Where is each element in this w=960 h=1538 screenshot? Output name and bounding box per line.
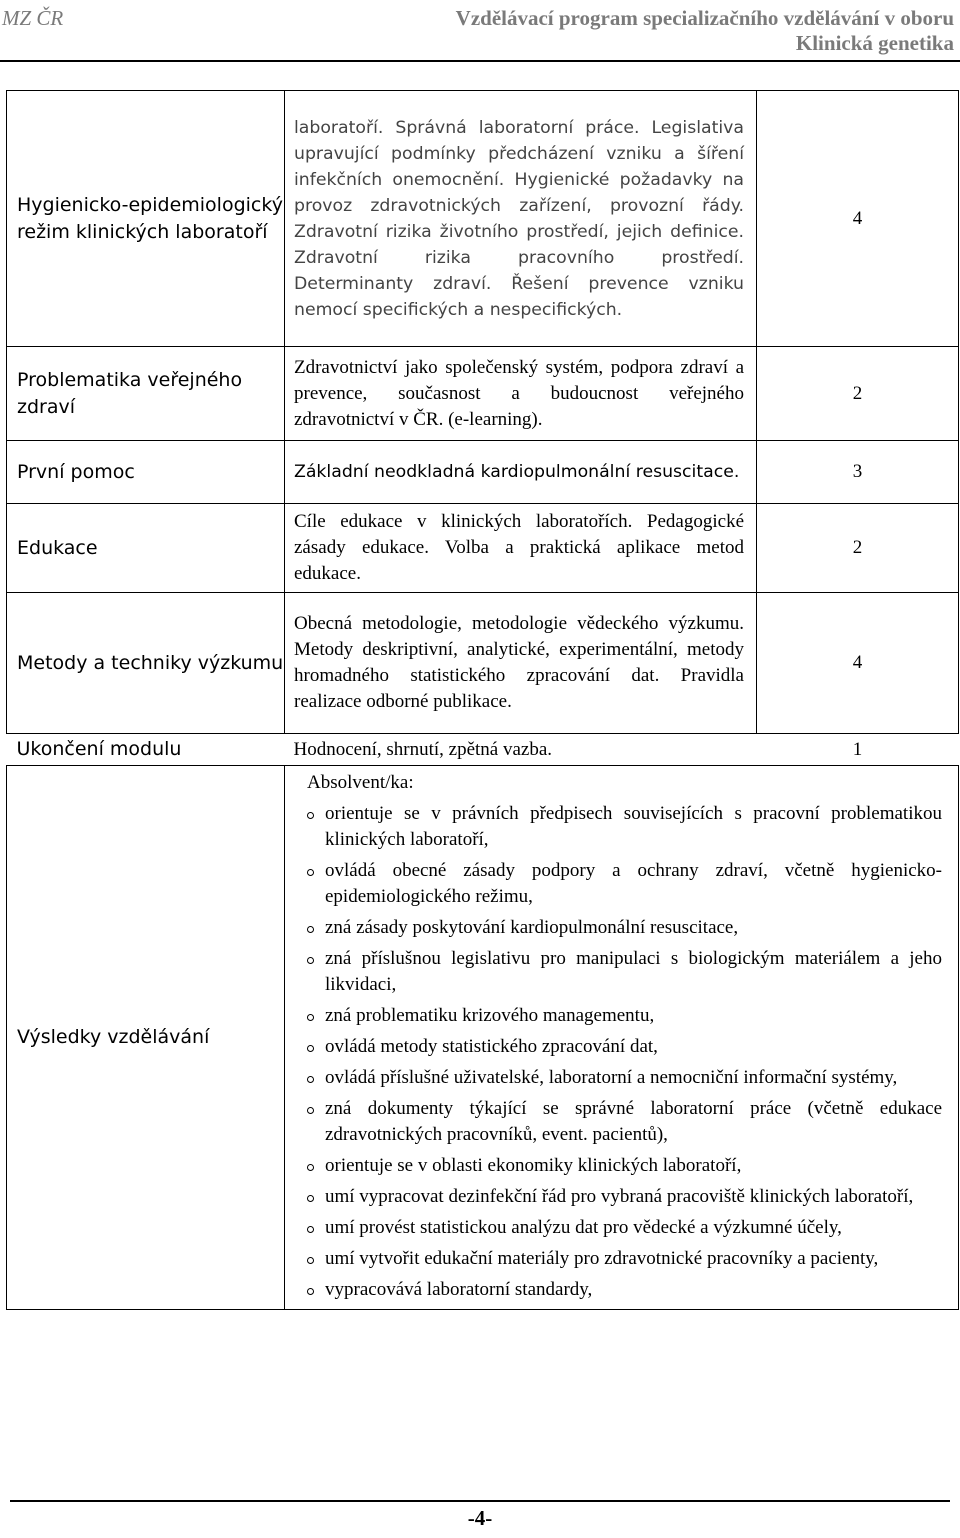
bullet-icon <box>307 957 314 964</box>
list-item-text: umí vytvořit edukační materiály pro zdravotnické pracovníky a pacienty, <box>325 1248 879 1269</box>
bullet-icon <box>307 1288 314 1295</box>
content-cell: Obecná metodologie, metodologie vědeckého výzkumu. Metody deskriptivní, analytické, experimentální, metody hromadného statistického zpracování dat. Pravidla realizace odborné publikace. <box>285 593 757 734</box>
results-row <box>7 766 959 1310</box>
list-item <box>303 1215 942 1241</box>
list-item-text: umí vypracovat dezinfekční řád pro vybraná pracoviště klinických laboratoří, <box>325 1186 914 1207</box>
closing-row <box>7 734 959 766</box>
list-item-text: zná příslušnou legislativu pro manipulaci s biologickým materiálem a jeho likvidaci, <box>325 948 942 995</box>
topic-cell: Hygienicko-epidemiologický režim klinických laboratoří <box>7 91 285 347</box>
list-item-text: orientuje se v oblasti ekonomiky klinických laboratoří, <box>325 1155 742 1176</box>
results-content <box>285 766 959 1310</box>
topic-cell: Metody a techniky výzkumu <box>7 593 285 734</box>
closing-hours: 1 <box>852 738 863 760</box>
list-item <box>303 801 942 853</box>
bullet-icon <box>307 1226 314 1233</box>
bullet-icon <box>307 1107 314 1114</box>
hours-cell: 2 <box>757 504 959 593</box>
table-row <box>7 347 959 441</box>
results-label: Výsledky vzdělávání <box>7 766 285 1310</box>
bullet-icon <box>307 1076 314 1083</box>
list-item-text: zná dokumenty týkající se správné laboratorní práce (včetně edukace zdravotnických pracovníků, event. pacientů), <box>325 1098 942 1145</box>
topic-cell: Edukace <box>7 504 285 593</box>
list-item <box>303 1153 942 1179</box>
list-item-text: ovládá obecné zásady podpory a ochrany zdraví, včetně hygienicko-epidemiologického režimu, <box>325 860 942 907</box>
content-cell: Zdravotnictví jako společenský systém, podpora zdraví a prevence, současnost a budoucnost veřejného zdravotnictví v ČR. (e-learning). <box>285 347 757 441</box>
list-item <box>303 1246 942 1272</box>
header-title-line2: Klinická genetika <box>795 31 954 55</box>
table-row <box>7 91 959 347</box>
list-item-text: ovládá příslušné uživatelské, laboratorní a nemocniční informační systémy, <box>325 1067 898 1088</box>
list-item <box>303 1277 942 1303</box>
list-item-text: vypracovává laboratorní standardy, <box>325 1279 593 1300</box>
hours-cell: 4 <box>757 593 959 734</box>
bullet-icon <box>307 1045 314 1052</box>
bullet-icon <box>307 1195 314 1202</box>
closing-content: Hodnocení, shrnutí, zpětná vazba. <box>293 738 553 760</box>
list-item-text: ovládá metody statistického zpracování dat, <box>325 1036 658 1057</box>
list-item <box>303 946 942 998</box>
page-header <box>0 0 960 62</box>
table-row <box>7 593 959 734</box>
hours-cell: 3 <box>757 441 959 504</box>
topic-cell: Problematika veřejného zdraví <box>7 347 285 441</box>
hours-cell: 4 <box>757 91 959 347</box>
header-title-line1: Vzdělávací program specializačního vzdělávání v oboru <box>455 6 954 30</box>
list-item-text: orientuje se v právních předpisech souvisejících s pracovní problematikou klinických laboratoří, <box>325 803 942 850</box>
list-item-text: umí provést statistickou analýzu dat pro vědecké a výzkumné účely, <box>325 1217 842 1238</box>
bullet-icon <box>307 1014 314 1021</box>
curriculum-table <box>6 90 959 1310</box>
bullet-icon <box>307 926 314 933</box>
list-item-text: zná problematiku krizového managementu, <box>325 1005 655 1026</box>
bullet-icon <box>307 869 314 876</box>
results-list <box>303 801 942 1303</box>
list-item <box>303 1003 942 1029</box>
header-program-title <box>456 6 954 56</box>
topic-cell: První pomoc <box>7 441 285 504</box>
content-cell: Cíle edukace v klinických laboratořích. Pedagogické zásady edukace. Volba a praktická aplikace metod edukace. <box>285 504 757 593</box>
content-cell: Základní neodkladná kardiopulmonální resuscitace. <box>285 441 757 504</box>
list-item <box>303 1034 942 1060</box>
table-row <box>7 504 959 593</box>
bullet-icon <box>307 812 314 819</box>
list-item <box>303 1184 942 1210</box>
table-row <box>7 441 959 504</box>
footer-divider <box>10 1500 950 1502</box>
results-title: Absolvent/ka: <box>307 772 414 793</box>
list-item <box>303 858 942 910</box>
list-item <box>303 1096 942 1148</box>
hours-cell: 2 <box>757 347 959 441</box>
bullet-icon <box>307 1257 314 1264</box>
bullet-icon <box>307 1164 314 1171</box>
list-item <box>303 915 942 941</box>
page-number: -4- <box>467 1506 493 1530</box>
list-item <box>303 1065 942 1091</box>
header-ministry: MZ ČR <box>2 6 64 30</box>
list-item-text: zná zásady poskytování kardiopulmonální resuscitace, <box>325 917 739 938</box>
content-cell: laboratoří. Správná laboratorní práce. Legislativa upravující podmínky předcházení vzniku a šíření infekčních onemocnění. Hygienické požadavky na provoz zdravotnických zařízení, provozní řády. Zdravotní rizika životního prostředí, jejich definice. Zdravotní rizika pracovního prostředí. Determinanty zdraví. Řešení prevence vzniku nemocí specifických a nespecifických. <box>285 91 757 347</box>
closing-topic: Ukončení modulu <box>16 738 182 760</box>
